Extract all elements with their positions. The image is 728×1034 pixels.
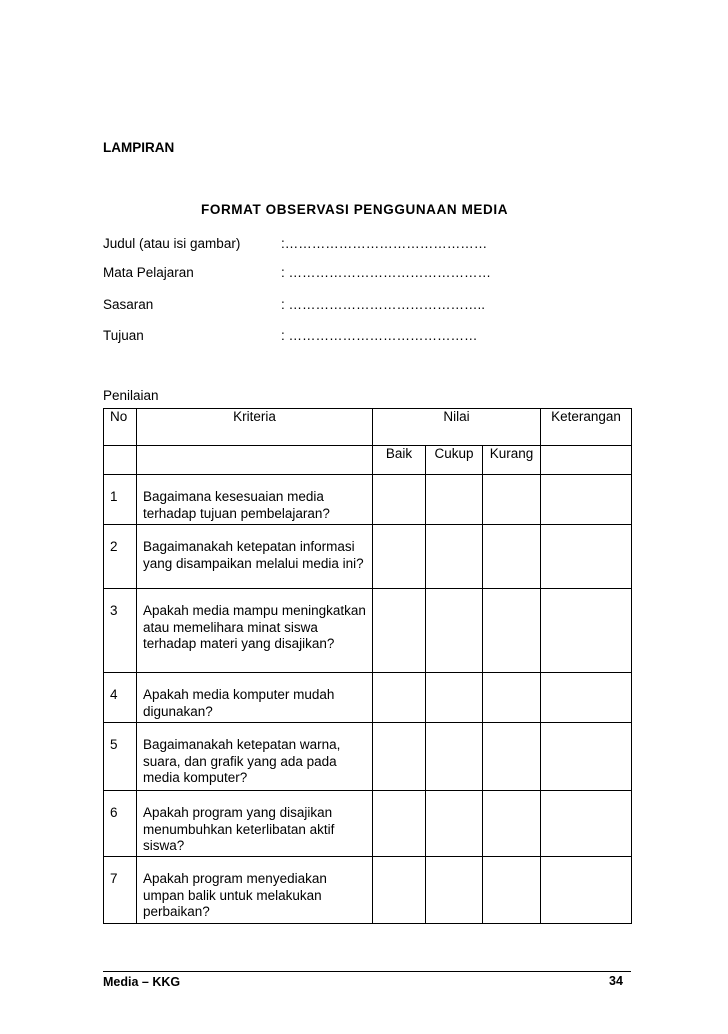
header-baik: Baik	[373, 446, 426, 475]
field-value-tujuan: : ……………………………………	[281, 328, 478, 343]
cell-cukup	[426, 589, 483, 673]
table-row	[104, 723, 632, 791]
cell-kurang	[483, 525, 541, 589]
cell-baik	[373, 673, 426, 723]
row-kriteria: Apakah program yang disajikan menumbuhkan keterlibatan aktif siswa?	[137, 791, 373, 857]
field-value-mata-pelajaran: : ………………………………………	[281, 265, 492, 280]
table-row	[104, 589, 632, 673]
row-no: 1	[104, 475, 137, 525]
header-keterangan: Keterangan	[541, 409, 632, 446]
cell-kurang	[483, 723, 541, 791]
row-no: 4	[104, 673, 137, 723]
cell-cukup	[426, 723, 483, 791]
footer-divider	[103, 971, 631, 972]
cell-kurang	[483, 791, 541, 857]
cell-baik	[373, 589, 426, 673]
header-keterangan-spacer	[541, 446, 632, 475]
section-label-penilaian: Penilaian	[103, 388, 159, 403]
cell-cukup	[426, 857, 483, 924]
row-no: 5	[104, 723, 137, 791]
field-label-tujuan: Tujuan	[103, 328, 144, 343]
header-no: No	[104, 409, 137, 446]
table-row	[104, 857, 632, 924]
header-no-spacer	[104, 446, 137, 475]
row-kriteria: Bagaimanakah ketepatan warna, suara, dan grafik yang ada pada media komputer?	[137, 723, 373, 791]
row-kriteria: Bagaimana kesesuaian media terhadap tujuan pembelajaran?	[137, 475, 373, 525]
cell-cukup	[426, 525, 483, 589]
cell-cukup	[426, 475, 483, 525]
row-kriteria: Bagaimanakah ketepatan informasi yang disampaikan melalui media ini?	[137, 525, 373, 589]
observation-table	[103, 408, 632, 924]
table-subheader-row	[104, 446, 632, 475]
field-value-judul: :………………………………………	[281, 236, 488, 251]
cell-baik	[373, 723, 426, 791]
cell-keterangan	[541, 857, 632, 924]
row-kriteria: Apakah media mampu meningkatkan atau memelihara minat siswa terhadap materi yang disajikan?	[137, 589, 373, 673]
field-label-mata-pelajaran: Mata Pelajaran	[103, 265, 194, 280]
row-no: 3	[104, 589, 137, 673]
page-heading: LAMPIRAN	[103, 140, 175, 155]
field-label-judul: Judul (atau isi gambar)	[103, 236, 241, 251]
table-row	[104, 673, 632, 723]
header-cukup: Cukup	[426, 446, 483, 475]
cell-baik	[373, 857, 426, 924]
cell-keterangan	[541, 791, 632, 857]
cell-cukup	[426, 791, 483, 857]
cell-baik	[373, 791, 426, 857]
cell-keterangan	[541, 525, 632, 589]
table-header-row	[104, 409, 632, 446]
cell-keterangan	[541, 723, 632, 791]
table-row	[104, 791, 632, 857]
header-kurang: Kurang	[483, 446, 541, 475]
cell-kurang	[483, 857, 541, 924]
row-no: 6	[104, 791, 137, 857]
cell-keterangan	[541, 589, 632, 673]
row-kriteria: Apakah media komputer mudah digunakan?	[137, 673, 373, 723]
cell-keterangan	[541, 475, 632, 525]
header-nilai: Nilai	[373, 409, 541, 446]
page-number: 34	[609, 974, 623, 988]
row-no: 2	[104, 525, 137, 589]
field-value-sasaran: : ……………………………………..	[281, 297, 486, 312]
row-no: 7	[104, 857, 137, 924]
table-row	[104, 525, 632, 589]
cell-baik	[373, 475, 426, 525]
cell-baik	[373, 525, 426, 589]
cell-kurang	[483, 475, 541, 525]
header-kriteria: Kriteria	[137, 409, 373, 446]
cell-kurang	[483, 673, 541, 723]
form-title: FORMAT OBSERVASI PENGGUNAAN MEDIA	[201, 202, 509, 217]
footer-left-text: Media – KKG	[103, 975, 181, 989]
cell-cukup	[426, 673, 483, 723]
cell-kurang	[483, 589, 541, 673]
row-kriteria: Apakah program menyediakan umpan balik untuk melakukan perbaikan?	[137, 857, 373, 924]
table-row	[104, 475, 632, 525]
cell-keterangan	[541, 673, 632, 723]
header-kriteria-spacer	[137, 446, 373, 475]
field-label-sasaran: Sasaran	[103, 297, 154, 312]
